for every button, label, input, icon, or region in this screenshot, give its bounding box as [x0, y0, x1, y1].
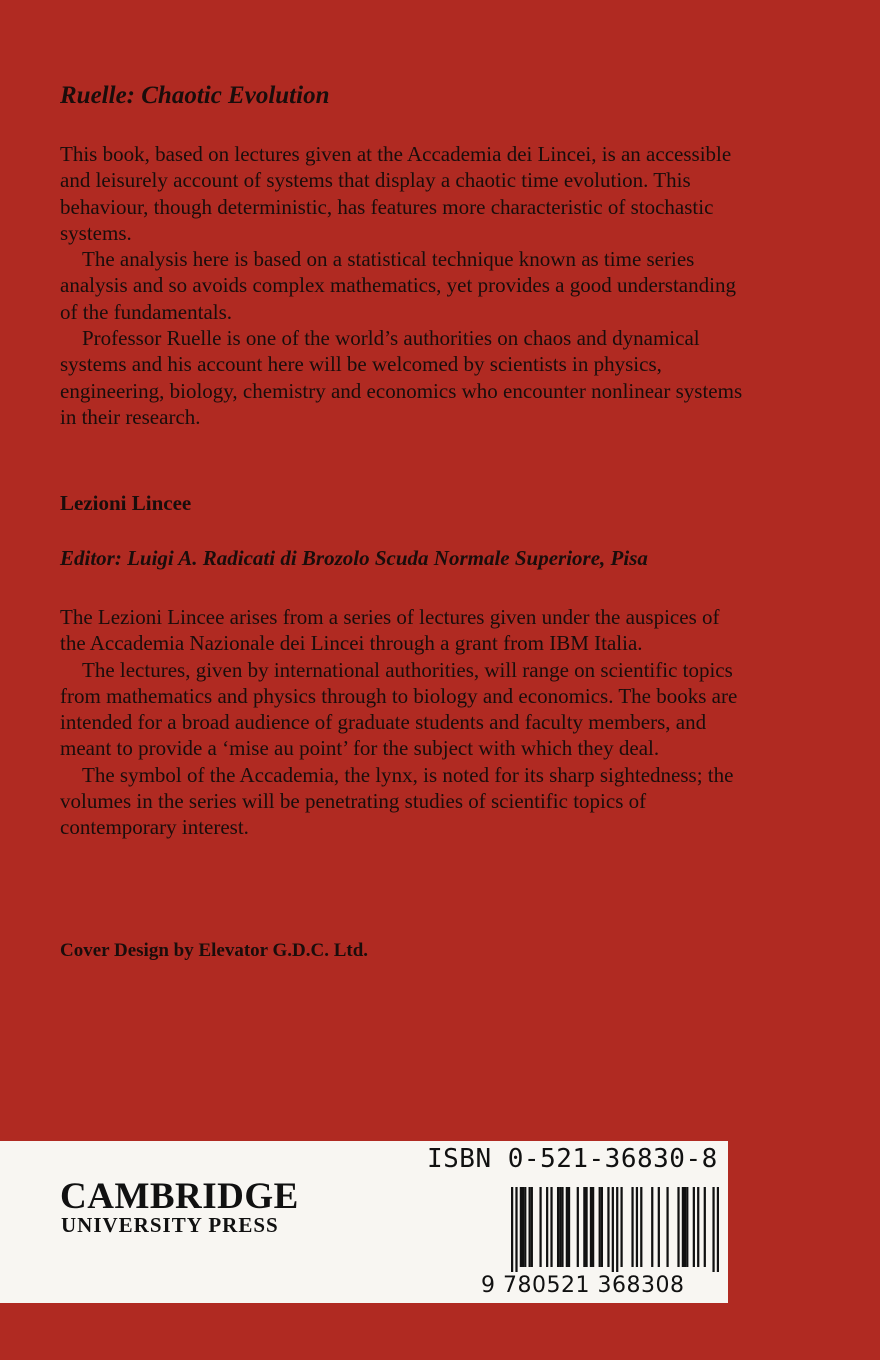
isbn-label: ISBN 0-521-36830-8	[427, 1144, 718, 1174]
series-paragraph: The Lezioni Lincee arises from a series of lectures given under the auspices of the Accademia Nazionale dei Lincei through a grant from IBM Italia.	[60, 605, 720, 656]
barcode-number: 9 780521 368308	[481, 1273, 685, 1298]
book-description	[60, 141, 750, 430]
barcode-bar	[546, 1187, 548, 1267]
barcode-bar	[658, 1187, 660, 1267]
barcode-bar	[712, 1187, 714, 1272]
barcode-bar	[677, 1187, 679, 1267]
barcode-bar	[620, 1187, 622, 1267]
barcode-bar	[640, 1187, 642, 1267]
barcode	[511, 1187, 719, 1272]
barcode-bar	[612, 1187, 614, 1272]
barcode-bar	[524, 1187, 526, 1267]
barcode-bar	[568, 1187, 570, 1267]
series-editor: Editor: Luigi A. Radicati di Brozolo Scuda Normale Superiore, Pisa	[60, 546, 648, 570]
series-paragraph: The lectures, given by international authorities, will range on scientific topics from mathematics and physics through to biology and economics. The books are intended for a broad audience of graduate students and faculty members, and meant to provide a ‘mise au point’ for the subject with which they deal.	[60, 657, 738, 761]
barcode-bar	[651, 1187, 653, 1267]
barcode-bar	[529, 1187, 531, 1267]
series-paragraph: The symbol of the Accademia, the lynx, is noted for its sharp sightedness; the volumes in the series will be penetrating studies of scientific topics of contemporary interest.	[60, 762, 734, 840]
barcode-bar	[693, 1187, 695, 1267]
barcode-bar	[636, 1187, 638, 1267]
barcode-bar	[550, 1187, 552, 1267]
barcode-bar	[585, 1187, 587, 1267]
publisher-logo-subtitle: UNIVERSITY PRESS	[61, 1213, 279, 1237]
book-title: Ruelle: Chaotic Evolution	[60, 82, 330, 109]
barcode-bar	[511, 1187, 513, 1272]
barcode-bar	[577, 1187, 579, 1267]
description-paragraph: This book, based on lectures given at the Accademia dei Lincei, is an accessible and leisurely account of systems that display a chaotic time evolution. This behaviour, though deterministic, has features more characteristic of stochastic systems.	[60, 142, 732, 245]
series-title: Lezioni Lincee	[60, 491, 192, 515]
barcode-bar	[682, 1187, 684, 1267]
publisher-logo-name: CAMBRIDGE	[60, 1176, 299, 1217]
barcode-bar	[601, 1187, 603, 1267]
series-description	[60, 604, 750, 841]
barcode-bar	[515, 1187, 517, 1272]
description-paragraph: The analysis here is based on a statistical technique known as time series analysis and so avoids complex mathematics, yet provides a good understanding of the fundamentals.	[60, 247, 736, 324]
barcode-bar	[717, 1187, 719, 1272]
barcode-bar	[631, 1187, 633, 1267]
barcode-bar	[697, 1187, 699, 1267]
barcode-bar	[557, 1187, 559, 1267]
barcode-bar	[666, 1187, 668, 1267]
barcode-bar	[583, 1187, 585, 1267]
cover-design-credit: Cover Design by Elevator G.D.C. Ltd.	[60, 940, 369, 961]
barcode-bar	[531, 1187, 533, 1267]
barcode-bar	[520, 1187, 522, 1267]
barcode-bar	[561, 1187, 563, 1267]
barcode-bar	[607, 1187, 609, 1267]
barcode-bar	[522, 1187, 524, 1267]
barcode-bar	[559, 1187, 561, 1267]
barcode-bar	[592, 1187, 594, 1267]
barcode-bar	[686, 1187, 688, 1267]
barcode-bar	[539, 1187, 541, 1267]
barcode-bar	[684, 1187, 686, 1267]
barcode-bar	[704, 1187, 706, 1267]
barcode-bar	[616, 1187, 618, 1272]
description-paragraph: Professor Ruelle is one of the world’s authorities on chaos and dynamical systems and his account here will be welcomed by scientists in physics, engineering, biology, chemistry and economics who encounter nonlinear systems in their research.	[60, 326, 743, 429]
barcode-bar	[566, 1187, 568, 1267]
barcode-bar	[590, 1187, 592, 1267]
barcode-bar	[599, 1187, 601, 1267]
